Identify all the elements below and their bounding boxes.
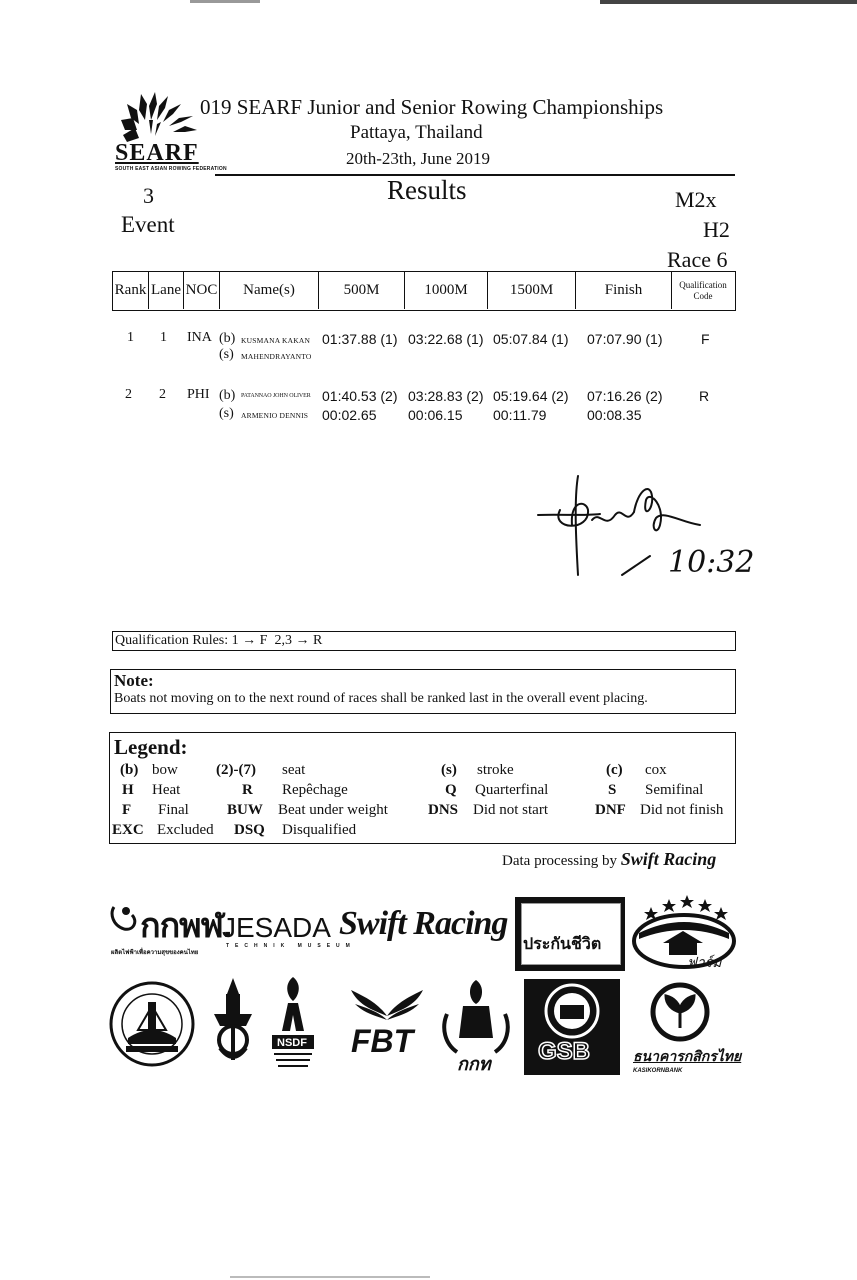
event-label: Event: [121, 212, 175, 237]
row2-name-stroke: ARMENIO DENNIS: [241, 411, 309, 420]
legend-desc-dnf: Did not finish: [640, 802, 724, 818]
championship-dates: 20th-23th, June 2019: [346, 149, 491, 168]
legend-code-dsq: DSQ: [234, 822, 265, 838]
row2-500m-diff: 00:02.65: [322, 407, 377, 423]
row2-1000m-diff: 00:06.15: [408, 407, 463, 423]
col-500m: 500M: [319, 272, 405, 309]
row2-seat-stroke: (s): [219, 406, 234, 421]
col-lane: Lane: [149, 272, 184, 309]
legend-desc-heat: Heat: [152, 782, 181, 798]
boat-class: M2x: [675, 187, 717, 212]
col-finish: Finish: [576, 272, 672, 309]
legend-desc-buw: Beat under weight: [278, 802, 388, 818]
data-processing-label: Data processing by: [502, 853, 617, 869]
row2-1500m-diff: 00:11.79: [493, 407, 547, 423]
legend-title: Legend:: [114, 735, 188, 759]
legend-desc-seat: seat: [282, 762, 306, 778]
legend-code-stroke: (s): [441, 762, 457, 778]
jesada-logo-subtext: TECHNIK MUSEUM: [226, 943, 356, 949]
col-rank: Rank: [113, 272, 149, 309]
legend-desc-bow: bow: [152, 762, 178, 778]
legend-desc-stroke: stroke: [477, 762, 514, 778]
nsdf-logo: [268, 975, 318, 1073]
svg-text:ฟาร์ม: ฟาร์ม: [687, 955, 722, 971]
qualification-rule-1: 1 → F: [231, 633, 268, 648]
insurance-logo: [515, 897, 625, 971]
row1-finish: 07:07.90 (1): [587, 331, 663, 347]
legend-desc-cox: cox: [645, 762, 667, 778]
muang-farm-logo: [629, 893, 739, 973]
col-1000m: 1000M: [405, 272, 488, 309]
row1-1000m: 03:22.68 (1): [408, 331, 484, 347]
row1-lane: 1: [160, 330, 167, 345]
qualification-rules-box: [112, 631, 736, 651]
row2-qualification: R: [699, 388, 710, 404]
data-processing-brand: Swift Racing: [620, 849, 717, 869]
signature-time: 10:32: [668, 545, 755, 580]
race-label: Race 6: [667, 247, 728, 272]
sat-logo: [437, 978, 515, 1074]
col-1500m: 1500M: [488, 272, 576, 309]
data-processing-credit: [502, 849, 716, 870]
legend-desc-repechage: Repêchage: [282, 782, 348, 798]
legend-code-repechage: R: [242, 782, 253, 798]
legend-code-final: F: [122, 802, 132, 818]
results-title: Results: [387, 175, 467, 205]
sat-logo-text: กกท: [457, 1054, 491, 1074]
legend-desc-final: Final: [158, 802, 189, 818]
row1-name-stroke: MAHENDRAYANTO: [241, 352, 312, 361]
egat-emblem-icon: [108, 903, 142, 933]
row1-qualification: F: [701, 331, 710, 347]
handwritten-signature: [530, 470, 760, 585]
kasikornbank-english-name: KASIKORNBANK: [633, 1068, 683, 1074]
legend-desc-dsq: Disqualified: [282, 822, 357, 838]
legend-box: [109, 732, 736, 844]
heat-label: H2: [703, 217, 730, 242]
row1-name-bow: KUSMANA KAKAN: [241, 336, 311, 345]
port-authority-seal-icon: [108, 980, 196, 1068]
legend-code-dnf: DNF: [595, 802, 626, 818]
row1-500m: 01:37.88 (1): [322, 331, 398, 347]
legend-desc-exc: Excluded: [157, 822, 214, 838]
kasikornbank-thai-name: ธนาคารกสิกรไทย: [633, 1048, 742, 1064]
legend-code-semifinal: S: [608, 782, 617, 798]
col-noc: NOC: [184, 272, 220, 309]
header-rule: [215, 174, 735, 176]
legend-desc-quarterfinal: Quarterfinal: [475, 782, 549, 798]
scan-edge-top: [0, 0, 857, 6]
col-names: Name(s): [220, 272, 319, 309]
row1-seat-bow: (b): [219, 331, 236, 346]
scan-edge-bottom: [230, 1276, 430, 1278]
championship-location: Pattaya, Thailand: [350, 122, 483, 143]
row2-rank: 2: [125, 387, 132, 402]
row2-lane: 2: [159, 387, 166, 402]
egat-logo-text: กกพฬ.: [140, 907, 232, 945]
legend-code-heat: H: [122, 782, 134, 798]
searf-logo-subtitle: SOUTH EAST ASIAN ROWING FEDERATION: [115, 166, 227, 172]
navy-emblem-icon: [206, 976, 260, 1064]
legend-code-dns: DNS: [428, 802, 459, 818]
gsb-logo: [524, 979, 620, 1075]
legend-code-seat: (2)-(7): [216, 762, 256, 778]
note-title: Note:: [114, 671, 154, 690]
row2-seat-bow: (b): [219, 388, 236, 403]
row2-1000m: 03:28.83 (2): [408, 388, 484, 404]
event-number: 3: [143, 183, 154, 208]
qualification-rules-label: Qualification Rules:: [115, 633, 229, 648]
kasikornbank-emblem-icon: [650, 982, 710, 1042]
gsb-logo-text: GSB: [538, 1038, 591, 1065]
searf-logo-text: SEARF: [115, 140, 199, 166]
results-table-header: [112, 271, 736, 311]
egat-logo-subtext: ผลิตไฟฟ้าเพื่อความสุขของคนไทย: [111, 950, 199, 956]
row2-500m: 01:40.53 (2): [322, 388, 398, 404]
legend-code-bow: (b): [120, 762, 139, 778]
row1-seat-stroke: (s): [219, 347, 234, 362]
fbt-logo-text: FBT: [351, 1023, 414, 1056]
row2-finish-diff: 00:08.35: [587, 407, 642, 423]
legend-code-quarterfinal: Q: [445, 782, 457, 798]
row2-name-bow: PATANNAO JOHN OLIVER: [241, 393, 311, 399]
note-text: Boats not moving on to the next round of races shall be ranked last in the overall event placing.: [114, 691, 648, 706]
row2-finish: 07:16.26 (2): [587, 388, 663, 404]
col-qualification-code: Qualification Code: [679, 279, 727, 301]
fbt-logo: [347, 986, 427, 1056]
row1-noc: INA: [187, 330, 212, 345]
legend-desc-semifinal: Semifinal: [645, 782, 704, 798]
row1-1500m: 05:07.84 (1): [493, 331, 569, 347]
jesada-logo-text: JESADA: [222, 912, 331, 943]
note-box: [110, 669, 736, 714]
insurance-logo-text: ประกันชีวิต: [523, 936, 602, 953]
legend-code-exc: EXC: [112, 822, 144, 838]
qualification-rule-2: 2,3 → R: [274, 633, 323, 648]
row2-1500m: 05:19.64 (2): [493, 388, 569, 404]
swift-racing-logo: Swift Racing: [339, 905, 508, 942]
championship-title: 019 SEARF Junior and Senior Rowing Championships: [200, 95, 664, 119]
legend-code-cox: (c): [606, 762, 623, 778]
legend-desc-dns: Did not start: [473, 802, 548, 818]
legend-code-buw: BUW: [227, 802, 263, 818]
nsdf-logo-text: NSDF: [277, 1037, 307, 1049]
row2-noc: PHI: [187, 387, 210, 402]
row1-rank: 1: [127, 330, 134, 345]
